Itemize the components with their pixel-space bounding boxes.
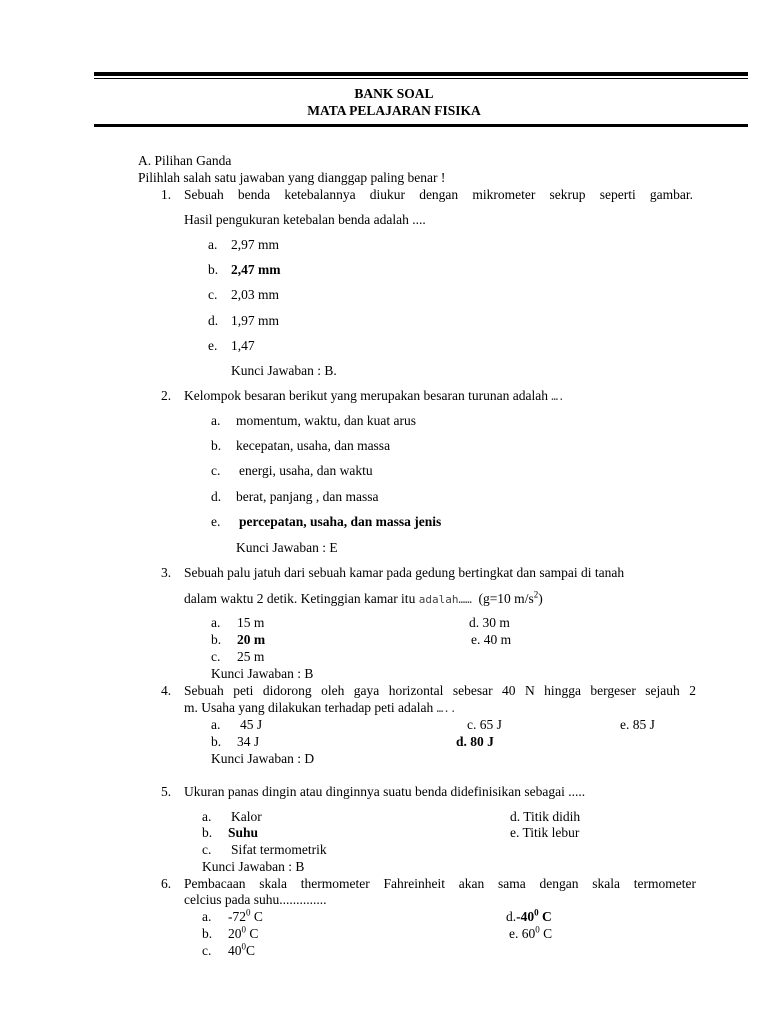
header-rule-bottom bbox=[94, 124, 748, 127]
q5-option-c-letter: c. bbox=[202, 842, 212, 857]
q6-option-b-letter: b. bbox=[202, 926, 213, 941]
q3-line-2-text: dalam waktu 2 detik. Ketinggian kamar itu bbox=[184, 591, 416, 606]
q5-option-b: Suhu bbox=[228, 825, 259, 840]
q6-line-2: celcius pada suhu.............. bbox=[184, 892, 327, 907]
q6-option-b-unit: C bbox=[249, 926, 259, 941]
q1-option-d: 1,97 mm bbox=[231, 313, 280, 328]
section-heading: A. Pilihan Ganda bbox=[138, 153, 232, 168]
q6-option-c-value: 40 bbox=[228, 943, 242, 958]
q3-number: 3. bbox=[161, 565, 172, 580]
header-title-1: BANK SOAL bbox=[354, 86, 434, 101]
q6-option-e-value: 60 bbox=[521, 926, 536, 941]
q1-option-a-letter: a. bbox=[208, 237, 218, 252]
q4-option-d: d. 80 J bbox=[456, 734, 494, 749]
q4-number: 4. bbox=[161, 683, 172, 698]
q2-line-1-text: Kelompok besaran berikut yang merupakan besaran turunan adalah bbox=[184, 388, 548, 403]
q3-option-c-letter: c. bbox=[211, 649, 221, 664]
q6-option-a bbox=[228, 909, 263, 925]
q1-line-2: Hasil pengukuran ketebalan benda adalah .... bbox=[184, 212, 426, 227]
q2-answer-key: Kunci Jawaban : E bbox=[236, 540, 338, 555]
q4-line-1: Sebuah peti didorong oleh gaya horizontal sebesar 40 N hingga bergeser sejauh 2 bbox=[184, 683, 696, 698]
q6-option-e-letter: e. bbox=[509, 926, 519, 941]
q2-number: 2. bbox=[161, 388, 172, 403]
q4-option-c: c. 65 J bbox=[467, 717, 502, 732]
q6-option-c-letter: c. bbox=[202, 943, 212, 958]
q5-option-c: Sifat termometrik bbox=[231, 842, 327, 857]
q6-option-e bbox=[509, 926, 552, 942]
q6-option-e-sup: 0 bbox=[535, 924, 540, 935]
q2-option-c-letter: c. bbox=[211, 463, 221, 478]
q6-option-a-letter: a. bbox=[202, 909, 212, 924]
q6-option-c-sup: 0 bbox=[241, 941, 246, 952]
q4-line-2-text: m. Usaha yang dilakukan terhadap peti adalah bbox=[184, 700, 434, 715]
q3-line-2-dots: …… bbox=[458, 593, 472, 606]
q6-option-d bbox=[506, 909, 552, 925]
q4-option-a-letter: a. bbox=[211, 717, 221, 732]
q6-option-b bbox=[228, 926, 258, 942]
q4-answer-key: Kunci Jawaban : D bbox=[211, 751, 315, 766]
q1-answer-key: Kunci Jawaban : B. bbox=[231, 363, 337, 378]
q4-line-2 bbox=[184, 700, 457, 717]
q2-option-a: momentum, waktu, dan kuat arus bbox=[236, 413, 416, 428]
q3-line-2-sup: 2 bbox=[533, 589, 539, 600]
q5-option-a: Kalor bbox=[231, 809, 262, 824]
q5-option-d: d. Titik didih bbox=[510, 809, 581, 824]
header-title-2: MATA PELAJARAN FISIKA bbox=[307, 103, 481, 118]
q2-option-c: energi, usaha, dan waktu bbox=[239, 463, 373, 478]
q3-line-2-gravity: (g=10 m/s bbox=[478, 591, 534, 606]
q1-option-a: 2,97 mm bbox=[231, 237, 280, 252]
q1-option-d-letter: d. bbox=[208, 313, 219, 328]
section-instruction: Pilihlah salah satu jawaban yang dianggap paling benar ! bbox=[138, 170, 446, 185]
q2-option-b-letter: b. bbox=[211, 438, 222, 453]
q3-line-2 bbox=[184, 591, 543, 608]
q6-option-b-sup: 0 bbox=[241, 924, 246, 935]
q2-option-d: berat, panjang , dan massa bbox=[236, 489, 379, 504]
q1-option-b: 2,47 mm bbox=[231, 262, 281, 277]
q1-option-e-letter: e. bbox=[208, 338, 218, 353]
q6-option-e-unit: C bbox=[543, 926, 553, 941]
q4-option-e: e. 85 J bbox=[620, 717, 655, 732]
q3-option-e: e. 40 m bbox=[471, 632, 512, 647]
q3-line-2-adalah: adalah bbox=[418, 593, 459, 606]
q1-option-b-letter: b. bbox=[208, 262, 219, 277]
q6-option-a-value: -72 bbox=[228, 909, 246, 924]
q5-number: 5. bbox=[161, 784, 172, 799]
q5-option-b-letter: b. bbox=[202, 825, 213, 840]
q6-option-d-sup: 0 bbox=[534, 907, 539, 918]
q1-option-c-letter: c. bbox=[208, 287, 218, 302]
q2-line-1 bbox=[184, 388, 565, 405]
q4-option-a: 45 J bbox=[240, 717, 263, 732]
q4-option-b-letter: b. bbox=[211, 734, 222, 749]
q3-answer-key: Kunci Jawaban : B bbox=[211, 666, 314, 681]
q3-option-a-letter: a. bbox=[211, 615, 221, 630]
q1-number: 1. bbox=[161, 187, 172, 202]
q6-line-1: Pembacaan skala thermometer Fahreinheit akan sama dengan skala termometer bbox=[184, 876, 696, 891]
q3-option-a: 15 m bbox=[237, 615, 265, 630]
q3-option-d: d. 30 m bbox=[469, 615, 510, 630]
q5-option-e: e. Titik lebur bbox=[510, 825, 580, 840]
header-rule-top-thick bbox=[94, 72, 748, 76]
q3-line-2-close: ) bbox=[538, 591, 543, 606]
q2-option-b: kecepatan, usaha, dan massa bbox=[236, 438, 391, 453]
q3-option-b-letter: b. bbox=[211, 632, 222, 647]
q6-option-c bbox=[228, 943, 255, 959]
q4-line-2-dots: ….. bbox=[436, 702, 457, 715]
q6-option-d-letter: d. bbox=[506, 909, 517, 924]
q2-option-e: percepatan, usaha, dan massa jenis bbox=[239, 514, 442, 529]
q6-option-d-unit: C bbox=[542, 909, 552, 924]
q1-line-1: Sebuah benda ketebalannya diukur dengan mikrometer sekrup seperti gambar. bbox=[184, 187, 693, 202]
q1-option-e: 1,47 bbox=[231, 338, 255, 353]
q2-line-1-dots: …. bbox=[551, 390, 565, 403]
q6-option-a-sup: 0 bbox=[246, 907, 251, 918]
q1-option-c: 2,03 mm bbox=[231, 287, 280, 302]
q3-line-1: Sebuah palu jatuh dari sebuah kamar pada gedung bertingkat dan sampai di tanah bbox=[184, 565, 625, 580]
q6-option-a-unit: C bbox=[253, 909, 263, 924]
q3-option-c: 25 m bbox=[237, 649, 265, 664]
q6-option-d-value: -40 bbox=[516, 909, 535, 924]
q6-option-b-value: 20 bbox=[228, 926, 242, 941]
q5-option-a-letter: a. bbox=[202, 809, 212, 824]
q6-number: 6. bbox=[161, 876, 172, 891]
q2-option-a-letter: a. bbox=[211, 413, 221, 428]
q5-line-1: Ukuran panas dingin atau dinginnya suatu benda didefinisikan sebagai ..... bbox=[184, 784, 586, 799]
q6-option-c-unit: C bbox=[246, 943, 256, 958]
q4-option-b: 34 J bbox=[237, 734, 260, 749]
q2-option-d-letter: d. bbox=[211, 489, 222, 504]
header-rule-top-thin bbox=[94, 78, 748, 79]
q2-option-e-letter: e. bbox=[211, 514, 221, 529]
q3-option-b: 20 m bbox=[237, 632, 266, 647]
q5-answer-key: Kunci Jawaban : B bbox=[202, 859, 305, 874]
